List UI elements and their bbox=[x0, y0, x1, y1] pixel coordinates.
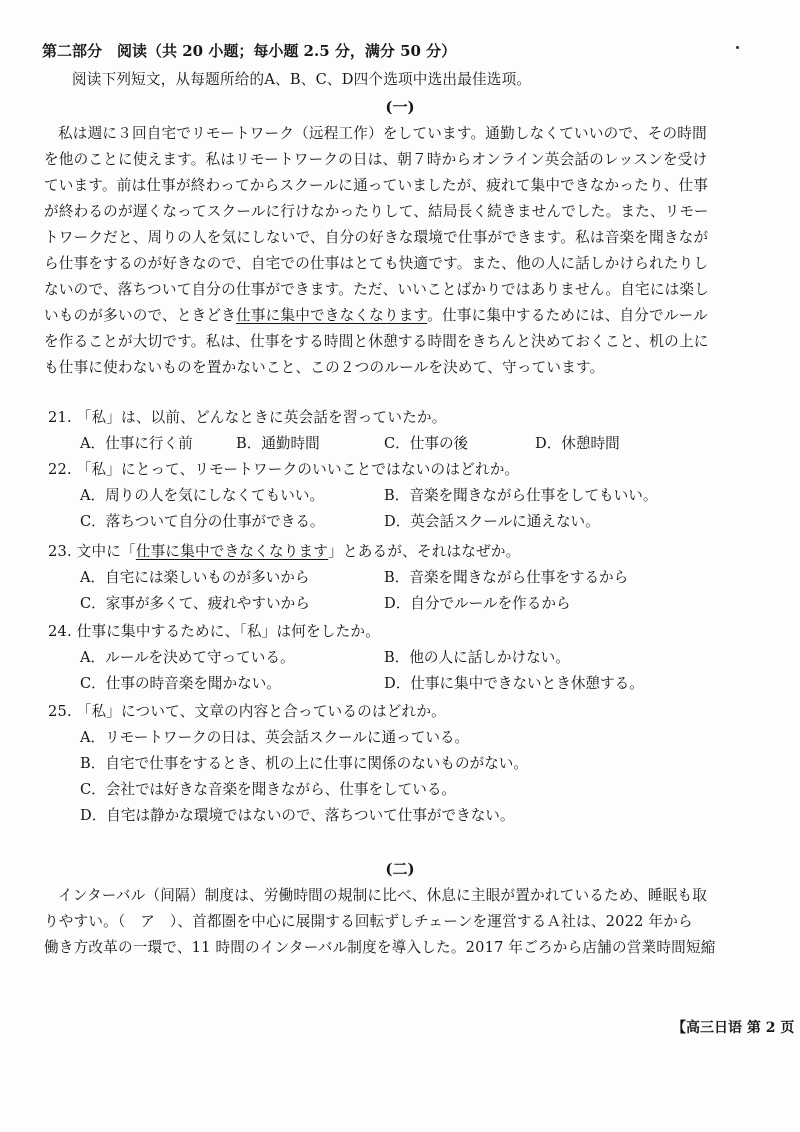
question-25-option-d: D．自宅は静かな環境ではないので、落ちついて仕事ができない。 bbox=[80, 807, 515, 824]
passage1-line: ら仕事をするのが好きなので、自宅での仕事はとても快適です。また、他の人に話しかけられたりし bbox=[44, 255, 709, 272]
question-25-stem: 25. 「私」について、文章の内容と合っているのはどれか。 bbox=[48, 703, 446, 720]
passage2-line: りやすい。（ ア ）、首都圏を中心に展開する回転ずしチェーンを運営するＡ社は、2022 年から bbox=[44, 913, 693, 930]
underlined-phrase: 仕事に集中できなくなります bbox=[236, 307, 428, 324]
underlined-phrase: 仕事に集中できなくなります bbox=[135, 543, 329, 560]
question-21-option-d: D．休憩時間 bbox=[535, 435, 620, 452]
passage1-line: 私は週に３回自宅でリモートワーク（远程工作）をしています。通勤しなくていいので、その時間 bbox=[58, 125, 707, 142]
question-23-option-c: C．家事が多くて、疲れやすいから bbox=[80, 595, 310, 612]
question-24-option-a: A．ルールを決めて守っている。 bbox=[80, 649, 295, 666]
passage1-line bbox=[44, 306, 708, 326]
question-23-stem-text: 23. 文中に「 bbox=[48, 543, 136, 560]
passage1-label: (一) bbox=[385, 98, 415, 116]
question-22-option-d: D．英会話スクールに通えない。 bbox=[384, 513, 600, 530]
instruction-text: 阅读下列短文，从每题所给的A、B、C、D四个选项中选出最佳选项。 bbox=[72, 71, 532, 88]
question-24-stem: 24. 仕事に集中するために、「私」は何をしたか。 bbox=[48, 623, 381, 640]
question-25-option-b: B．自宅で仕事をするとき、机の上に仕事に関係のないものがない。 bbox=[80, 755, 528, 772]
question-24-option-c: C．仕事の時音楽を聞かない。 bbox=[80, 675, 281, 692]
passage1-line: も仕事に使わないものを置かないこと、この２つのルールを決めて、守っています。 bbox=[44, 359, 605, 376]
passage1-text: いものが多いので、ときどき bbox=[44, 307, 237, 324]
passage2-line: 働き方改革の一環で、11 時間のインターバル制度を導入した。2017 年ごろから店舗の営業時間短縮 bbox=[44, 939, 716, 956]
question-22-option-c: C．落ちついて自分の仕事ができる。 bbox=[80, 513, 325, 530]
passage2-label: (二) bbox=[385, 860, 415, 878]
question-22-option-a: A．周りの人を気にしなくてもいい。 bbox=[80, 487, 325, 504]
passage1-line: を作ることが大切です。私は、仕事をする時間と休憩する時間をきちんと決めておくこと、机の上に bbox=[44, 333, 709, 350]
question-22-stem: 22. 「私」にとって、リモートワークのいいことではないのはどれか。 bbox=[48, 461, 520, 478]
passage1-line: ないので、落ちついて自分の仕事ができます。ただ、いいことばかりではありません。自宅には楽し bbox=[44, 281, 709, 298]
question-23-option-d: D．自分でルールを作るから bbox=[384, 595, 571, 612]
question-21-option-c: C．仕事の後 bbox=[384, 435, 469, 452]
question-24-option-d: D．仕事に集中できないとき休憩する。 bbox=[384, 675, 644, 692]
passage1-line: トワークだと、周りの人を気にしないで、自分の好きな環境で仕事ができます。私は音楽を聞きなが bbox=[44, 229, 709, 246]
question-21-stem: 21. 「私」は、以前、どんなときに英会話を習っていたか。 bbox=[48, 409, 447, 426]
question-23-option-a: A．自宅には楽しいものが多いから bbox=[80, 569, 310, 586]
scan-speck bbox=[736, 46, 739, 49]
question-23-stem-text: 」とあるが、それはなぜか。 bbox=[328, 543, 521, 560]
section-title: 第二部分 阅读（共 20 小题；每小题 2.5 分，满分 50 分） bbox=[42, 42, 457, 60]
passage2-line: インターバル（间隔）制度は、労働時間の規制に比べ、休息に主眼が置かれているため、睡眠も取 bbox=[58, 887, 708, 904]
question-25-option-a: A．リモートワークの日は、英会話スクールに通っている。 bbox=[80, 729, 470, 746]
question-21-option-a: A．仕事に行く前 bbox=[80, 435, 193, 452]
question-23-stem bbox=[48, 542, 520, 562]
question-23-option-b: B．音楽を聞きながら仕事をするから bbox=[384, 569, 629, 586]
passage1-line: を他のことに使えます。私はリモートワークの日は、朝７時からオンライン英会話のレッスンを受け bbox=[44, 151, 708, 168]
question-24-option-b: B．他の人に話しかけない。 bbox=[384, 649, 570, 666]
page-footer: 【高三日语 第 2 页 bbox=[672, 1020, 795, 1036]
passage1-text: 。仕事に集中するためには、自分でルール bbox=[427, 307, 708, 324]
question-22-option-b: B．音楽を聞きながら仕事をしてもいい。 bbox=[384, 487, 658, 504]
passage1-line: が終わるのが遅くなってスクールに行けなかったりして、結局長く続きませんでした。また、リモー bbox=[44, 203, 709, 220]
question-25-option-c: C．会社では好きな音楽を聞きながら、仕事をしている。 bbox=[80, 781, 457, 798]
question-21-option-b: B．通勤時間 bbox=[236, 435, 320, 452]
passage1-line: ています。前は仕事が終わってからスクールに通っていましたが、疲れて集中できなかったり、仕事 bbox=[44, 177, 709, 194]
